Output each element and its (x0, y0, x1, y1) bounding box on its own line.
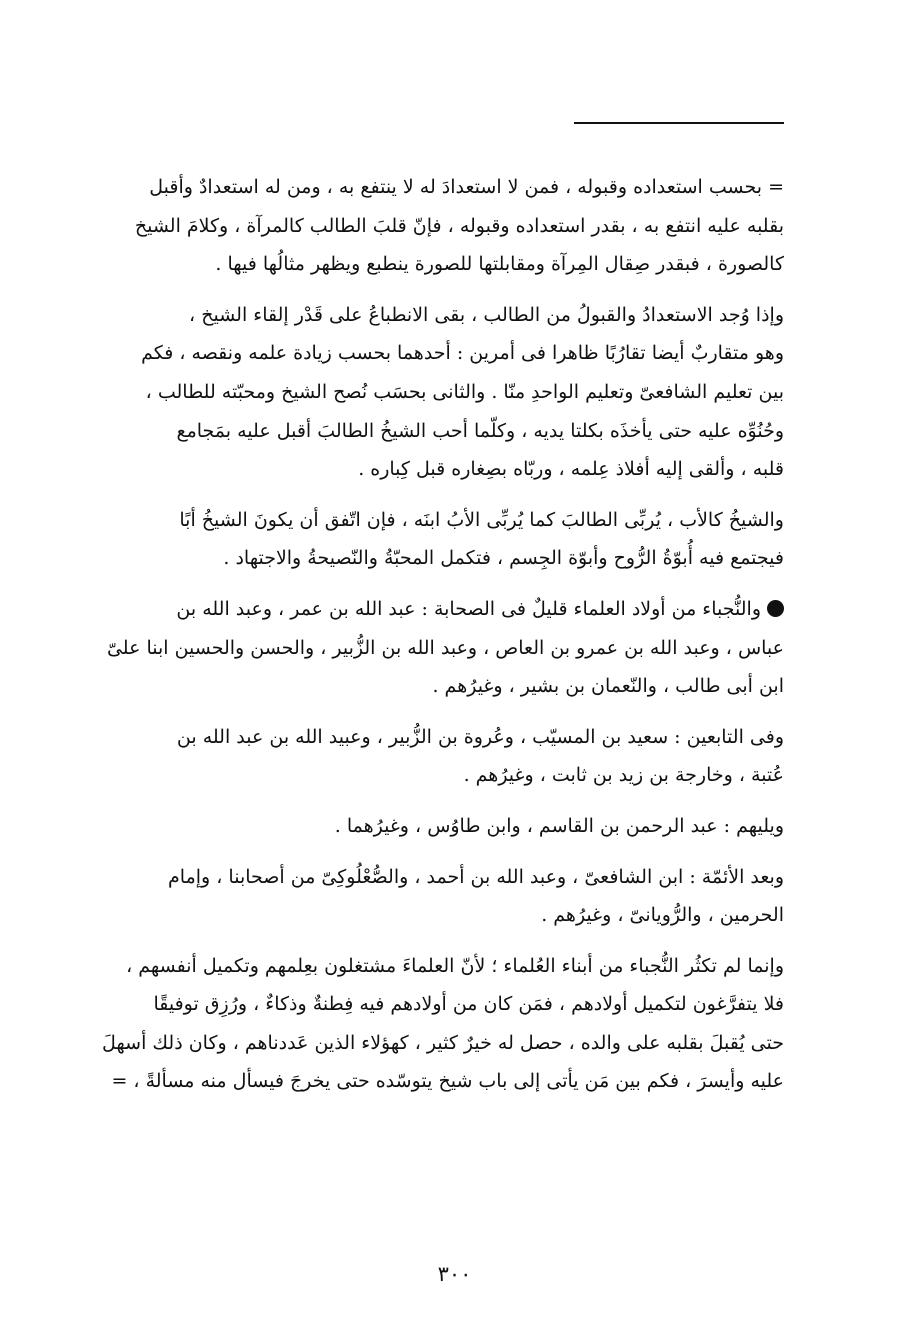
line-text: عُتبة ، وخارجة بن زيد بن ثابت ، وغيرُهم . (463, 764, 784, 787)
line-text: = بحسب استعداده وقبوله ، فمن لا استعدادَ له لا ينتفع به ، ومن له استعدادٌ وأقبل (149, 176, 784, 198)
line-text: الحرمين ، والرُّويانىّ ، وغيرُهم . (541, 904, 784, 927)
line-text: عليه وأيسرَ ، فكم بين مَن يأتى إلى باب شيخ يتوسّده حتى يخرجَ فيسأل منه مسألةً ، = (111, 1070, 784, 1093)
text-line (70, 858, 784, 897)
text-line (70, 590, 784, 629)
line-text: بين تعليم الشافعىّ وتعليم الواحدِ منّا . والثانى بحسَب نُصح الشيخ ومحبّته للطالب ، (145, 380, 784, 403)
paragraph (70, 807, 784, 846)
text-line (70, 1062, 784, 1101)
text-line (70, 539, 784, 578)
line-text: وهو متقاربٌ أيضا تقارُبًا ظاهرا فى أمرين : أحدهما بحسب زيادة علمه ونقصه ، فكم (141, 342, 784, 365)
line-text: ابن أبى طالب ، والنّعمان بن بشير ، وغيرُهم . (432, 675, 784, 698)
text-line (70, 718, 784, 757)
footnote-separator-rule (574, 122, 784, 124)
line-text: فلا يتفرَّغون لتكميل أولادهم ، فمَن كان من أولادهم فيه فِطنةٌ وذكاءٌ ، ورُزِق توفيقًا (153, 993, 784, 1016)
paragraph (70, 296, 784, 489)
line-text: وإذا وُجد الاستعدادُ والقبولُ من الطالب ، بقى الانطباعُ على قَدْر إلقاء الشيخ ، (189, 303, 784, 326)
line-text: بقلبه عليه انتفع به ، بقدر استعداده وقبوله ، فإنّ قلبَ الطالب كالمرآة ، وكلامَ الشيخ (134, 214, 784, 237)
paragraph (70, 947, 784, 1101)
line-text: فيجتمع فيه أُبوّةُ الرُّوح وأبوّة الجِسم ، فتكمل المحبّةُ والنّصيحةُ والاجتهاد . (223, 547, 784, 570)
line-text: كالصورة ، فبقدر صِقال المِرآة ومقابلتها للصورة ينطبع ويظهر مثالُها فيها . (215, 253, 784, 276)
text-line (70, 373, 784, 412)
text-line (70, 629, 784, 668)
text-line (70, 245, 784, 284)
text-line (70, 207, 784, 246)
paragraph (70, 858, 784, 935)
paragraph (70, 501, 784, 578)
text-line (70, 450, 784, 489)
text-line (70, 501, 784, 540)
line-text: وفى التابعين : سعيد بن المسيّب ، وعُروة بن الزُّبير ، وعبيد الله بن عبد الله بن (176, 725, 784, 748)
text-line (70, 985, 784, 1024)
line-text: عباس ، وعبد الله بن عمرو بن العاص ، وعبد الله بن الزُّبير ، والحسن والحسين ابنا علىّ (106, 636, 784, 659)
line-text: وحُنُوِّه عليه حتى يأخذَه بكلتا يديه ، وكلّما أحب الشيخُ الطالبَ أقبل عليه بمَجامع (176, 419, 784, 442)
line-text: وإنما لم تكثُر النُّجباء من أبناء العُلماء ؛ لأنّ العلماءَ مشتغلون بعِلمهم وتكميل أنفسهم ، (126, 954, 784, 977)
line-text: ويليهم : عبد الرحمن بن القاسم ، وابن طاوُس ، وغيرُهما . (334, 814, 784, 837)
text-line (70, 296, 784, 335)
paragraph (70, 168, 784, 284)
text-line (70, 334, 784, 373)
text-line (70, 807, 784, 846)
paragraph (70, 718, 784, 795)
body-text (70, 168, 784, 1113)
page-number: ٣٠٠ (437, 1262, 472, 1286)
text-line (70, 896, 784, 935)
line-text: قلبه ، وألقى إليه أفلاذ عِلمه ، وربّاه بصِغاره قبل كِباره . (358, 458, 784, 481)
text-line (70, 412, 784, 451)
bullet-icon (767, 600, 784, 617)
line-text: وبعد الأئمّة : ابن الشافعىّ ، وعبد الله بن أحمد ، والصُّعْلُوكِىّ من أصحابنا ، وإمام (168, 865, 784, 888)
text-line (70, 756, 784, 795)
text-line (70, 947, 784, 986)
paragraph (70, 590, 784, 706)
line-text: والنُّجباء من أولاد العلماء قليلٌ فى الصحابة : عبد الله بن عمر ، وعبد الله بن (176, 597, 761, 620)
line-text: والشيخُ كالأب ، يُربِّى الطالبَ كما يُربِّى الأبُ ابنَه ، فإن اتّفق أن يكونَ الشيخُ أبًا (179, 508, 784, 531)
text-line (70, 168, 784, 207)
text-line (70, 1024, 784, 1063)
line-text: حتى يُقبلَ بقلبه على والده ، حصل له خيرٌ كثير ، كهؤلاء الذين عَددناهم ، وكان ذلك أسهلَ (102, 1031, 784, 1054)
text-line (70, 667, 784, 706)
